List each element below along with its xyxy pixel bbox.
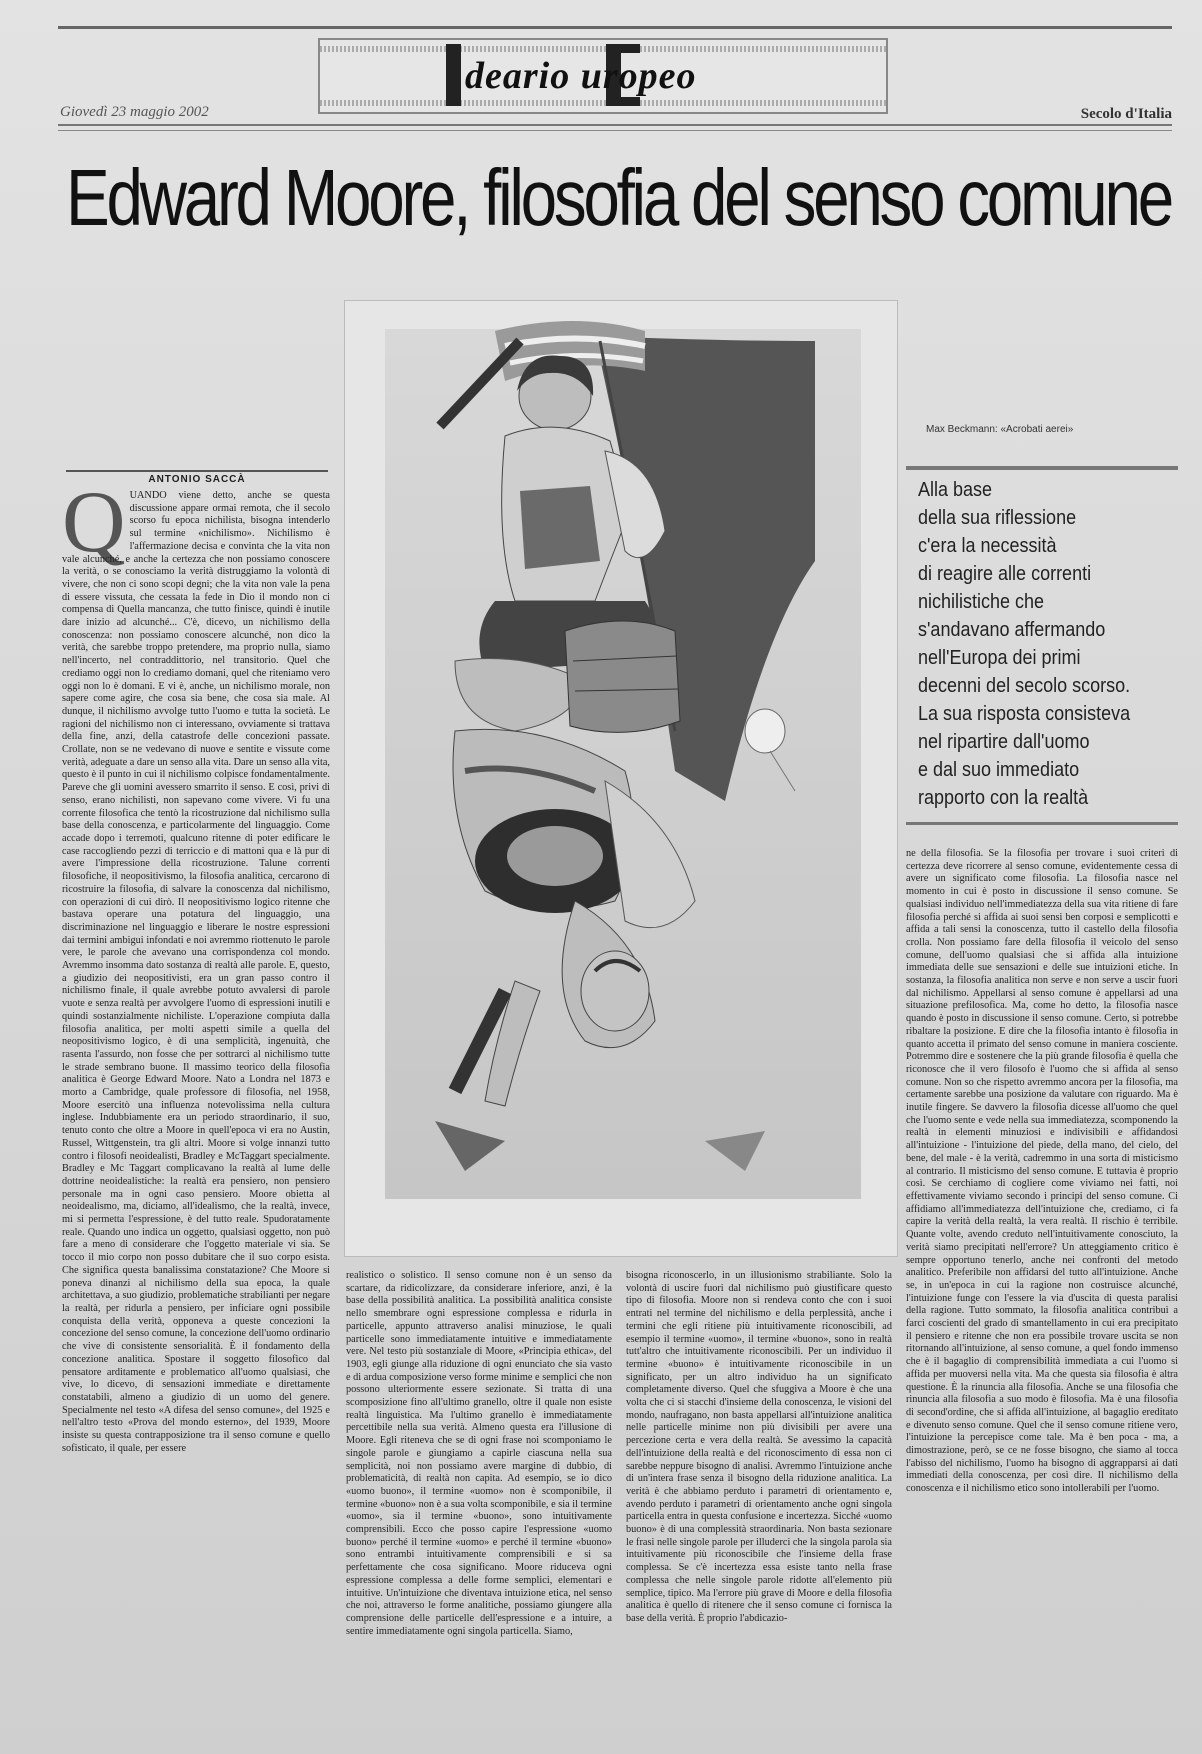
pullquote-line: di reagire alle correnti [918, 563, 1092, 585]
article-column-2 [346, 1270, 612, 1690]
pullquote-line: nel ripartire dall'uomo [918, 731, 1090, 753]
section-masthead [445, 54, 697, 98]
column-3-text: bisogna riconoscerlo, in un illusionismo strabiliante. Solo la volontà di uscire fuori dal nichilismo può giustificare questo tipo di filosofia. Moore non si rendeva conto che con i suoi entrati nel termine del nichilismo e della perplessità, anche i termini che egli ritiene più intuitivamente riconoscibili, ad esempio il termine «uomo», il termine «buono», sono in realtà tutt'altro che intuitivamente riconoscibili. Per un individuo il termine «buono» è intuitivamente riconoscibile in un significato, per un altro individuo ha un significato completamente diverso. Quel che sfuggiva a Moore è che una volta che ci si stacchi d'insieme della conoscenza, le visioni del mondo, naufragano, non basta appellarsi all'intuizione analitica nelle particelle minime non più divisibili per avere una percezione certa e vera della realtà. Se avessimo la capacità dell'intuizione della realtà e del riconoscimento di essa non ci sarebbe neppure bisogno di analisi. Avremmo l'intuizione anche di un'intera frase senza il bisogno della riduzione analitica. La verità è che abbiamo perduto i parametri di orientamento e, avendo perduto i parametri di orientamento anche ogni singola particella entra in questa confusione e incertezza. Sicché «uomo buono» è di una complessità straordinaria. Non basta sezionare le frasi nelle singole parole per illuderci che la singola parola sia intuitivamente più riconoscibile che l'insieme della frase complessa. Se c'è incertezza essa esiste tanto nella frase complessa che nelle singole parole ridotte all'elemento più semplice, tipico. Ma l'errore più grave di Moore e della filosofia analitica è quello di ritenere che il senso comune ci fornisca la base della verità. È proprio l'abdicazio- [626, 1270, 892, 1624]
header-rule [58, 124, 1172, 126]
byline-rule [66, 470, 328, 472]
drop-cap: Q [62, 490, 126, 571]
pullquote-line: s'andavano affermando [918, 619, 1106, 641]
pullquote-line: della sua riflessione [918, 507, 1077, 529]
paper-name: Secolo d'Italia [1080, 106, 1172, 122]
pullquote-line: e dal suo immediato [918, 759, 1080, 781]
column-1-text: UANDO viene detto, anche se questa discussione appare ormai remota, che il secolo scorso fu epoca nichilista, bisogna intenderlo sul termine «nichilismo». Nichilismo è l'affermazione decisa e convinta che la vita non vale alcunché, e anche la certezza che non possiamo conoscere la verità, o se conosciamo la verità distruggiamo la volontà di vivere, che non ci sono scopi degni; che la vita non vale la pena di essere vissuta, che cessata la fede in Dio il mondo non ci compensa di Quella mancanza, che tutto finisce, quindi è inutile dare inizio ad alcunché... C'è, dicevo, un nichilismo della conoscenza: non possiamo conoscere alcunché, non dico la verità, che sarebbe troppo pretendere, ma proprio nulla, siamo nell'incerto, nel contraddittorio, nel transitorio. Quel che crediamo oggi non lo crediamo domani, quel che riteniamo vero oggi non lo è domani. E vi è, anche, un nichilismo morale, non sapere come agire, che cosa sia bene, che cosa sia male. Al dunque, il nichilismo avvolge tutto l'uomo e tutta la società. Le ragioni del nichilismo non ci interessano, ovviamente si trattava della fine, anzi, della catastrofe delle concezioni passate. Crollate, non se ne vedevano di nuove e sentite e vissute come verità, adeguate a dare un senso alla vita. Dare un senso alla vita, questo è il punto in cui il nichilismo colpisce fondamentalmente. Pareve che gli uomini avessero smarrito il senso. E così, privi di senso, erano nichilisti, non sapevano come vivere. Vi fu una corrente filosofica che tentò la ricostruzione dal nichilismo sulla base della conoscenza, e particolarmente del linguaggio. Come accade dopo i terremoti, qualcuno ritenne di poter edificare le case raccogliendo pezzi di terriccio e di mattoni qua e là pur di avere l'impressione della ricostruzione. Talune correnti filosofiche, il neopositivismo, la filosofia analitica, cercarono di ricostruire la filosofia, di salvare la conoscenza dal nichilismo, con operazioni di cui dirò. Il neopositivismo logico ritenne che bastava operare una potatura del linguaggio, una discriminazione nel linguaggio e liberare le nostre espressioni dai termini ambigui infondati e noi avremmo riottenuto le parole vere, le parole che avevano una corrispondenza col mondo. Avremmo insomma dato sostanza di realtà alle parole. E, questo, a giudizio dei neopositivisti, era un gran passo contro il nichilismo finale, il quale avrebbe potuto avvalersi di parole vuote e senza realtà per avvolgere l'uomo di espressioni inutili e quindi sostanzialmente nichiliste. L'operazione compiuta dalla filosofia analitica, per molti aspetti simile a quella del neopositivismo logico, è di una semplicità, ingenuità, che rasenta l'assurdo, non fosse che per sottrarci al nichilismo tutte le strade sembrano buone. Il massimo teorico della filosofia analitica è George Edward Moore. Nato a Londra nel 1873 e morto a Cambridge, quale professore di filosofia, nel 1958, Moore esercitò una influenza notevolissima nella cultura inglese. Indubbiamente era un periodo straordinario, il suo, tenuto conto che oltre a Moore in quell'epoca vi era no Austin, Russel, Wittgenstein, tra gli altri. Moore si volge innanzi tutto contro i filosofi neoidealisti, Bradley e McTaggart specialmente. Bradley e Mc Taggart complicavano la realtà al lume delle dottrine neoidealistiche: la realtà era pensiero, non pensiero personale ma in ogni caso pensiero. Moore obietta al neoidealismo, ma, diciamo, all'idealismo, che la realtà, invece, mi si permetta l'espressione, è del tutto reale. Spudoratamente reale. Quando uno indica un oggetto, qualsiasi oggetto, non può fare a meno di considerare che l'oggetto materiale vi sia. Se tocco il mio corpo non posso dubitare che il suo corpo esista. Che significa questa banalissima constatazione? Che Moore si poneva dinanzi al nichilismo della sua epoca, la quale architettava, a suo giudizio, problematiche strabilianti per negare la realtà, per ridurla a pensiero, per inficiare ogni possibile conquista della verità, opponeva a queste concezioni la concezione del senso comune, la concezione dell'uomo ordinario che vive di consistente sensorialità. È il fondamento della concezione analitica. Spostare il soggetto filosofico dal pensatore arditamente e problematico all'uomo qualsiasi, che vive, lo dicevo, di sensazioni immediate e direttamente constatabili, almeno a giudizio di un uomo del genere. Specialmente nel testo «A difesa del senso comune», del 1925 e nell'altro testo «Prova del mondo esterno», del 1939, Moore insiste su questa contrapposizione tra il senso comune e quello sofisticato, il quale, per essere [62, 490, 330, 1454]
illustration [344, 300, 898, 1257]
column-4-text: ne della filosofia. Se la filosofia per trovare i suoi criteri di certezza deve ricorrere al senso comune, evidentemente cessa di avere un significato come filosofia. La filosofia nasce nel momento in cui è posto in discussione il senso comune. Se qualsiasi individuo nell'immediatezza della sua vita ritiene di fare filosofia perché si affida ai suoi sensi ben corposi e semplicotti e affida a tali sensi la conoscenza, tutto il castello della filosofia crolla. Non possiamo fare della filosofia il veicolo del senso comune, dell'uomo qualsiasi che si affida alla intuizione immediata delle sue sensazioni e delle sue intuizioni etiche. In sostanza, la filosofia analitica non serve e non serve a uscir fuori dal nichilismo. Appellarsi al senso comune è appellarsi ad una situazione prefilosofica. Ma, come ho detto, la filosofia nasce quando è posto in discussione il senso comune. Certo, si potrebbe ribaltare la posizione. E dire che la filosofia intanto è filosofia in quanto accetta il primato del senso comune in maniera cosciente. Potremmo dire e sostenere che la più grande filosofia è quella che riconosce che il vero filosofo è l'uomo che si affida al senso comune. Non so che rispetto avremmo ancora per la filosofia, ma certamente sarebbe una posizione da valutare con riguardo. Ma è inutile fingere. Se davvero la filosofia dicesse all'uomo che quel che l'uomo sente e vede nella sua immediatezza, scomponendo la realtà in elementi minuziosi e indivisibili e affidandosi all'intuizione - l'intuizione del piede, della mano, del cielo, del bene, del male - è la verità, cadremmo in una sorta di misticismo al contrario. Il misticismo del senso comune. E tuttavia è proprio così. Se cerchiamo di cogliere come viviamo nei fatti, noi effettivamente viviamo secondo i principi del senso comune. Ci affidiamo all'immediatezza dell'intuizione che, crediamo, ci fa capire la verità della realtà, la vera realtà. Il rischio è terribile. Quante volte, avendo creduto nell'intuitivamente conosciuto, la verità siamo precipitati nell'errore? Un atteggiamento critico è sempre opportuno tenerlo, anche nei confronti del metodo analitico. Preferibile non affidarsi del tutto all'intuizione. Anche se, in un'epoca in cui la ragione non costruisce alcunché, l'intuizione funge con l'essere la via d'uscita di questa paralisi della ragione. Tutto sommato, la filosofia analitica contribuì a farci coscienti del grado di smantellamento in cui era precipitato il pensiero e ritenne che non era possibile trovare uscita se non ritornando all'intuizione, al senso comune, a quel fondo immenso che è il bagaglio di comprensibilità immediata a cui l'uomo si affida per muoversi nella vita. Ma che questa sia filosofia è altra questione. È la rinuncia alla filosofia. Anche se una filosofia che rinuncia alla filosofia a suo modo è filosofia. Ma è una filosofia di second'ordine, che si affida all'intuizione, al bagaglio ereditato e divenuto senso comune. Quel che il senso comune ritiene vero, l'intuizione la percepisce come tale. Ma è ben poca - ma, a dimostrazione, però, se ce ne fosse bisogno, che siamo al tocca l'abisso del nichilismo, l'uomo ha bisogno di aggrapparsi ai dati immediati della conoscenza, per così dire. Il nichilismo della conoscenza e il nichilismo etico sono intollerabili per l'uomo. [906, 848, 1178, 1495]
article-column-1 [62, 490, 330, 1690]
pullquote-line: nichilistiche che [918, 591, 1045, 613]
article-column-3 [626, 1270, 892, 1690]
headline: Edward Moore, filosofia del senso comune [66, 153, 1171, 242]
article-column-4 [906, 848, 1178, 1690]
pullquote-line: rapporto con la realtà [918, 787, 1089, 809]
acrobats-painting [345, 301, 897, 1256]
image-caption: Max Beckmann: «Acrobati aerei» [926, 424, 1074, 435]
pullquote-line: La sua risposta consisteva [918, 703, 1131, 725]
pullquote-line: c'era la necessità [918, 535, 1057, 557]
column-2-text: realistico o solistico. Il senso comune non è un senso da scartare, da ridicolizzare, da considerare inferiore, anzi, è la base della possibilità analitica. La possibilità analitica consiste nello smembrare ogni espressione complessa e ridurla in particelle, appunto attraverso analisi minuziose, le quali particelle sono immediatamente intuitive e immediatamente vere. Nel testo più sostanziale di Moore, «Principia ethica», del 1903, egli giunge alla riduzione di ogni enunciato che sia vasto e di ardua composizione verso forme minime e semplici che non possono ulteriormente essere sezionate. Si tratta di una scomposizione fino all'ultimo granello, oltre il quale non esiste realtà linguistica. Ma l'ultimo granello è immediatamente percettibile nella sua verità. Almeno questa era l'illusione di Moore. Egli riteneva che se di ogni frase noi scomponiamo le singole parole e giungiamo a capirle ciascuna nella sua semplicità, noi non possiamo avere margine di dubbio, di problematicità, di realtà non capita. Ad esempio, se io dico «uomo buono», il termine «uomo» non è scomponibile, il termine «buono» non è a sua volta scomponibile, e sia il termine «uomo», sia il termine «buono», sono intuitivamente comprensibili. Ecco che posso capire l'espressione «uomo buono» perché il termine «uomo» e perché il termine «buono» sono entrambi intuitivamente comprensibili e si sa perfettamente che cosa significano. Moore riduceva ogni espressione complessa a delle forme semplici, elementari e intuitive. Un'intuizione che diventava intuizione etica, nel senso che noi, attraverso le forme analitiche, possiamo giungere alla comprensione delle particelle dell'espressione e a intuire, a sentire immediatamente ogni singola particella. Siamo, [346, 1270, 612, 1637]
header-rule-thin [58, 130, 1172, 131]
top-rule [58, 26, 1172, 29]
pullquote-line: decenni del secolo scorso. [918, 675, 1131, 697]
issue-date: Giovedì 23 maggio 2002 [60, 104, 209, 120]
pullquote-line: nell'Europa dei primi [918, 647, 1081, 669]
masthead-text: deario uropeo [465, 55, 697, 97]
pullquote-line: Alla base [918, 479, 993, 501]
pullquote [918, 476, 1154, 812]
pullquote-top-rule [906, 466, 1178, 470]
byline: ANTONIO SACCÀ [148, 474, 246, 485]
pullquote-bottom-rule [906, 822, 1178, 825]
